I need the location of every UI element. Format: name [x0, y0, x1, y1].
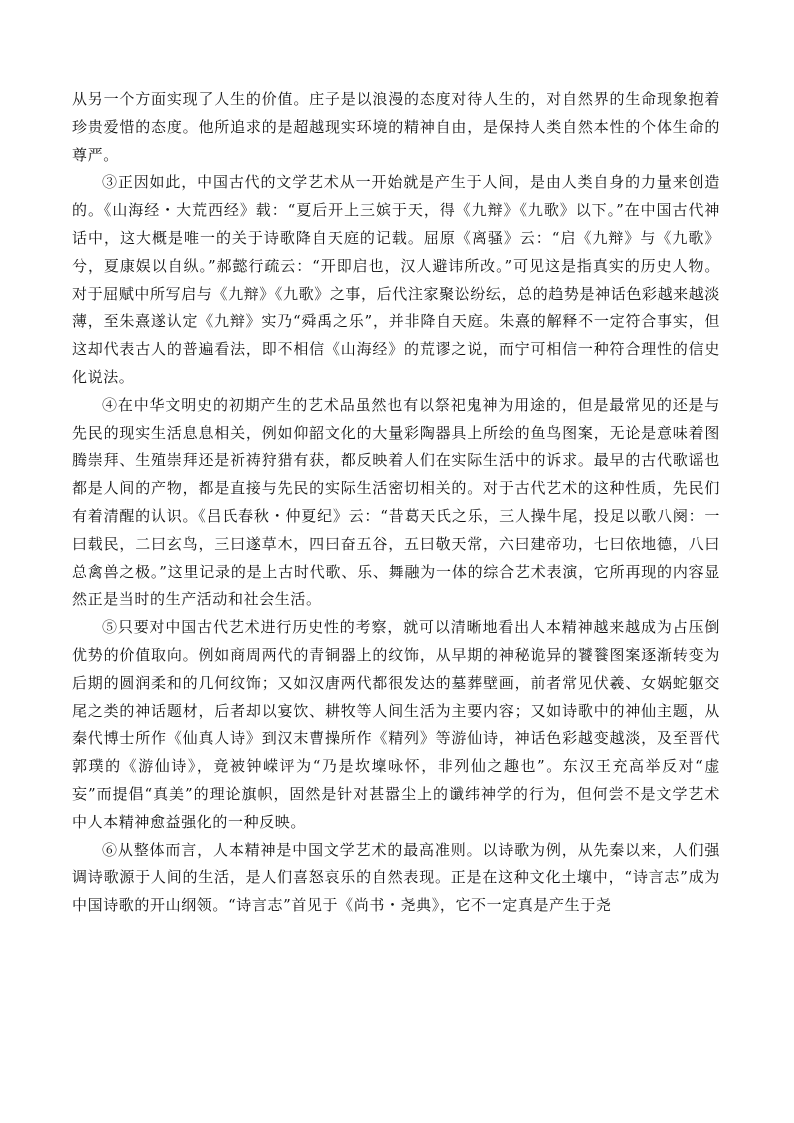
paragraph-continuation: 从另一个方面实现了人生的价值。庄子是以浪漫的态度对待人生的，对自然界的生命现象抱着珍贵爱惜的态度。他所追求的是超越现实环境的精神自由，是保持人类自然本性的个体生命的尊严。 [72, 90, 720, 164]
document-page [72, 86, 720, 920]
paragraph-4: ④在中华文明史的初期产生的艺术品虽然也有以祭祀鬼神为用途的，但是最常见的还是与先民的现实生活息息相关，例如仰韶文化的大量彩陶器具上所绘的鱼鸟图案，无论是意味着图腾崇拜、生殖崇拜还是祈祷狩猎有获，都反映着人们在实际生活中的诉求。最早的古代歌谣也都是人间的产物，都是直接与先民的实际生活密切相关的。对于古代艺术的这种性质，先民们有着清醒的认识。《吕氏春秋・仲夏纪》云：“昔葛天氏之乐，三人操牛尾，投足以歌八阕：一曰载民，二曰玄鸟，三曰遂草木，四曰奋五谷，五曰敬天常，六曰建帝功，七曰依地德，八曰总禽兽之极。”这里记录的是上古时代歌、乐、舞融为一体的综合艺术表演，它所再现的内容显然正是当时的生产活动和社会生活。 [72, 395, 720, 609]
paragraph-6: ⑥从整体而言，人本精神是中国文学艺术的最高准则。以诗歌为例，从先秦以来，人们强调诗歌源于人间的生活，是人们喜怒哀乐的自然表现。正是在这种文化土壤中，“诗言志”成为中国诗歌的开山纲领。“诗言志”首见于《尚书・尧典》，它不一定真是产生于尧 [72, 840, 720, 915]
paragraph-5: ⑤只要对中国古代艺术进行历史性的考察，就可以清晰地看出人本精神越来越成为占压倒优势的价值取向。例如商周两代的青铜器上的纹饰，从早期的神秘诡异的饕餮图案逐渐转变为后期的圆润柔和的几何纹饰；又如汉唐两代都很发达的墓葬壁画，前者常见伏羲、女娲蛇躯交尾之类的神话题材，后者却以宴饮、耕牧等人间生活为主要内容；又如诗歌中的神仙主题，从秦代博士所作《仙真人诗》到汉末曹操所作《精列》等游仙诗，神话色彩越变越淡，及至晋代郭璞的《游仙诗》，竟被钟嵘评为“乃是坎壈咏怀，非列仙之趣也”。东汉王充高举反对“虚妄”而提倡“真美”的理论旗帜，固然是针对甚嚣尘上的谶纬神学的行为，但何尝不是文学艺术中人本精神愈益强化的一种反映。 [72, 618, 720, 831]
paragraph-3: ③正因如此，中国古代的文学艺术从一开始就是产生于人间，是由人类自身的力量来创造的。《山海经・大荒西经》载：“夏后开上三嫔于天，得《九辩》《九歌》以下。”在中国古代神话中，这大概是唯一的关于诗歌降自天庭的记载。屈原《离骚》云：“启《九辩》与《九歌》兮，夏康娱以自纵。”郝懿行疏云：“开即启也，汉人避讳所改。”可见这是指真实的历史人物。对于屈赋中所写启与《九辩》《九歌》之事，后代注家聚讼纷纭，总的趋势是神话色彩越来越淡薄，至朱熹遂认定《九辩》实乃“舜禹之乐”，并非降自天庭。朱熹的解释不一定符合事实，但这却代表古人的普遍看法，即不相信《山海经》的荒谬之说，而宁可相信一种符合理性的信史化说法。 [72, 173, 720, 386]
